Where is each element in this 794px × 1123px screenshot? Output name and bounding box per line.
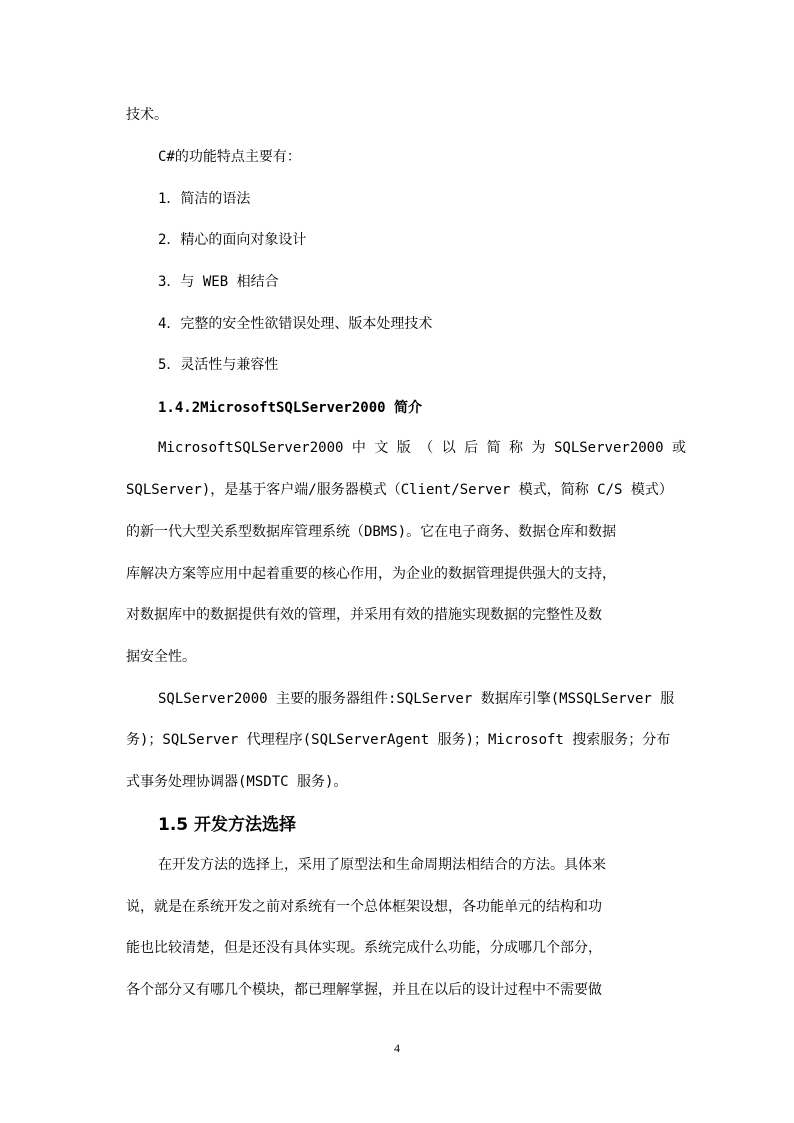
sql-intro-line-2: SQLServer)，是基于客户端/服务器模式（Client/Server 模式，简称 C/S 模式） [126, 482, 673, 498]
feature-item-2: 2．精心的面向对象设计 [158, 232, 307, 248]
feature-item-3: 3．与 WEB 相结合 [158, 274, 279, 290]
feature-item-4: 4．完整的安全性欲错误处理、版本处理技术 [158, 316, 433, 332]
subsection-heading: 1.4.2MicrosoftSQLServer2000 简介 [158, 400, 423, 416]
sql-intro-line-6: 据安全性。 [126, 649, 196, 665]
dev-method-line-3: 能也比较清楚，但是还没有具体实现。系统完成什么功能，分成哪几个部分， [126, 940, 602, 956]
paragraph-fragment: 技术。 [126, 107, 168, 123]
dev-method-line-4: 各个部分又有哪几个模块，都已理解掌握，并且在以后的设计过程中不需要做 [126, 982, 602, 998]
feature-item-1: 1．简洁的语法 [158, 191, 251, 207]
dev-method-line-1: 在开发方法的选择上，采用了原型法和生命周期法相结合的方法。具体来 [158, 857, 606, 873]
section-heading: 1.5 开发方法选择 [158, 815, 297, 835]
sql-components-line-2: 务)；SQLServer 代理程序(SQLServerAgent 服务)；Microsoft 搜索服务；分布 [126, 732, 671, 748]
sql-intro-line-5: 对数据库中的数据提供有效的管理，并采用有效的措施实现数据的完整性及数 [126, 607, 602, 623]
sql-components-line-3: 式事务处理协调器(MSDTC 服务)。 [126, 774, 348, 790]
feature-item-5: 5．灵活性与兼容性 [158, 357, 279, 373]
sql-intro-line-4: 库解决方案等应用中起着重要的核心作用，为企业的数据管理提供强大的支持， [126, 566, 616, 582]
sql-intro-line-3: 的新一代大型关系型数据库管理系统（DBMS)。它在电子商务、数据仓库和数据 [126, 524, 617, 540]
features-intro: C#的功能特点主要有： [158, 149, 301, 165]
dev-method-line-2: 说，就是在系统开发之前对系统有一个总体框架设想，各功能单元的结构和功 [126, 899, 602, 915]
sql-intro-line-1: MicrosoftSQLServer2000 中 文 版 （ 以 后 简 称 为 SQLServer2000 或 [158, 440, 686, 456]
sql-components-line-1: SQLServer2000 主要的服务器组件:SQLServer 数据库引擎(MSSQLServer 服 [158, 691, 675, 707]
page-number: 4 [394, 1041, 400, 1055]
